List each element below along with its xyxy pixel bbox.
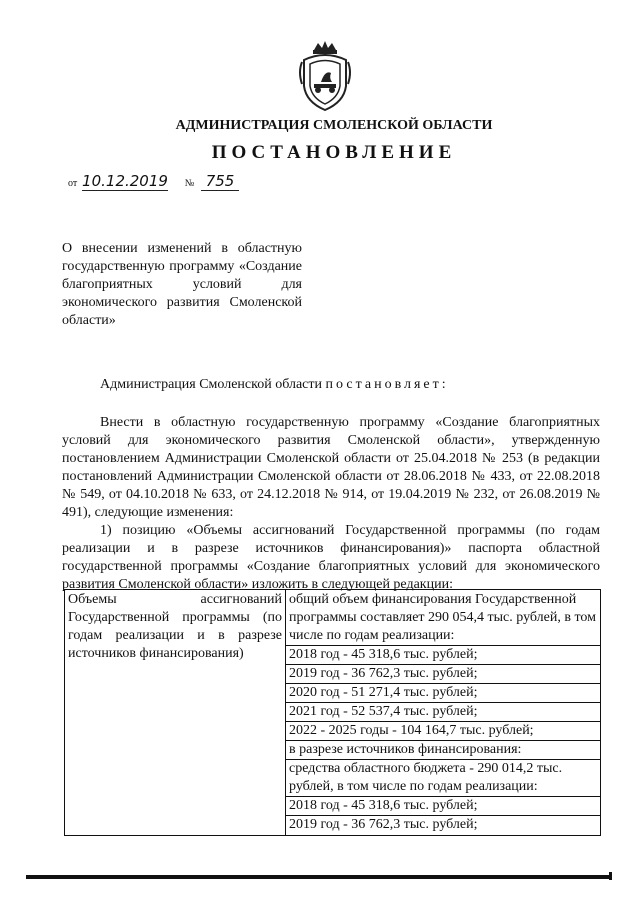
document-type: ПОСТАНОВЛЕНИЕ xyxy=(211,142,457,163)
decrees-verb: постановляет: xyxy=(325,377,449,392)
footer-mark xyxy=(609,872,612,880)
table-line: 2019 год - 36 762,3 тыс. рублей; xyxy=(289,817,478,832)
coat-of-arms-emblem xyxy=(296,40,354,112)
date-number-line xyxy=(68,172,239,191)
funding-table xyxy=(64,589,601,836)
document-body xyxy=(62,414,600,594)
organization-name: АДМИНИСТРАЦИЯ СМОЛЕНСКОЙ ОБЛАСТИ xyxy=(175,118,493,133)
table-line: 2021 год - 52 537,4 тыс. рублей; xyxy=(286,703,600,722)
date-value: 10.12.2019 xyxy=(82,172,168,190)
number-value: 755 xyxy=(201,172,239,191)
table-line: средства областного бюджета - 290 014,2 тыс. рублей, в том числе по годам реализации: xyxy=(286,760,600,797)
table-line: 2018 год - 45 318,6 тыс. рублей; xyxy=(286,797,600,816)
table-line: 2020 год - 51 271,4 тыс. рублей; xyxy=(286,684,600,703)
footer-rule xyxy=(26,875,609,879)
table-line: 2018 год - 45 318,6 тыс. рублей; xyxy=(286,646,600,665)
table-cell-position: Объемы ассигнований Государственной программы (по годам реализации и в разрезе источников финансирования) xyxy=(65,590,286,836)
decrees-prefix: Администрация Смоленской области xyxy=(100,377,323,392)
table-line: 2022 - 2025 годы - 104 164,7 тыс. рублей; xyxy=(286,722,600,741)
table-line: в разрезе источников финансирования: xyxy=(286,741,600,760)
table-cell-values xyxy=(286,590,601,836)
table-line: общий объем финансирования Государственной программы составляет 290 054,4 тыс. рублей, в том числе по годам реализации: xyxy=(286,591,600,646)
table-line: 2019 год - 36 762,3 тыс. рублей; xyxy=(286,665,600,684)
document-subject: О внесении изменений в областную государственную программу «Создание благоприятных условий для экономического развития Смоленской области» xyxy=(62,241,302,328)
table-row xyxy=(65,590,601,836)
number-label: № xyxy=(184,178,195,189)
decrees-line xyxy=(100,377,449,393)
date-label: от xyxy=(68,178,78,189)
body-paragraph: 1) позицию «Объемы ассигнований Государственной программы (по годам реализации и в разрезе источников финансирования)» паспорта областной государственной программы «Создание благоприятных условий для экономического развития Смоленской области» изложить в следующей редакции: xyxy=(62,523,600,592)
body-paragraph: Внести в областную государственную программу «Создание благоприятных условий для экономического развития Смоленской области», утвержденную постановлением Администрации Смоленской области от 25.04.2018 № 253 (в редакции постановлений Администрации Смоленской области от 28.06.2018 № 433, от 22.08.2018 № 549, от 04.10.2018 № 633, от 24.12.2018 № 914, от 19.04.2019 № 232, от 26.08.2019 № 491), следующие изменения: xyxy=(62,415,600,520)
